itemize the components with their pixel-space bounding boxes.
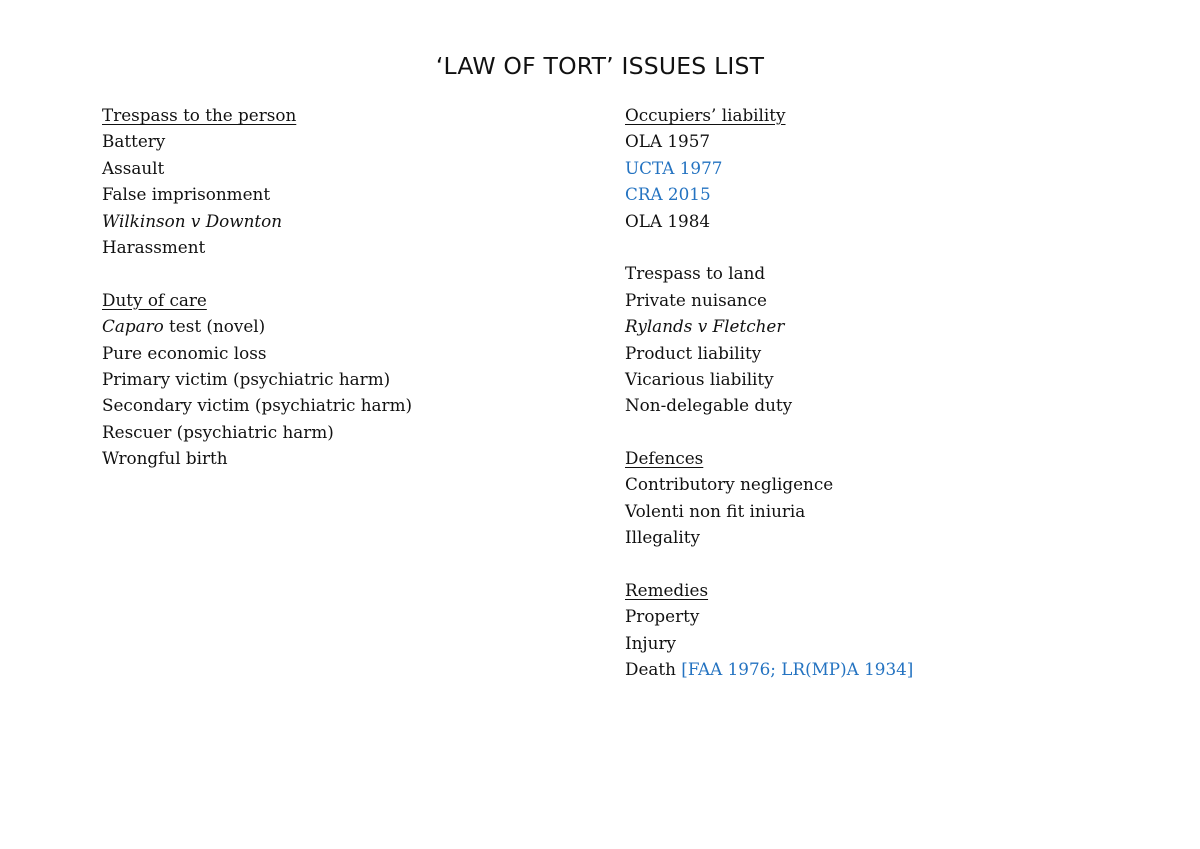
issue-injury: Injury: [625, 632, 676, 653]
issue-private-nuisance: Private nuisance: [625, 289, 767, 310]
issue-ola-1957: OLA 1957: [625, 131, 711, 152]
death-statutes: [FAA 1976; LR(MP)A 1934]: [681, 659, 914, 680]
section-heading-remedies: Remedies: [625, 580, 709, 601]
spacer: [625, 234, 913, 260]
issue-pure-economic-loss: Pure economic loss: [102, 342, 267, 363]
caparo-case-name: Caparo: [102, 316, 164, 337]
death-label: Death: [625, 659, 676, 680]
issue-volenti: Volenti non fit iniuria: [625, 500, 806, 521]
section-heading-trespass-to-person: Trespass to the person: [102, 105, 297, 125]
issue-illegality: Illegality: [625, 527, 700, 548]
issue-ola-1984: OLA 1984: [625, 210, 711, 231]
issue-non-delegable-duty: Non-delegable duty: [625, 395, 793, 416]
issue-trespass-to-land: Trespass to land: [625, 263, 766, 284]
issue-false-imprisonment: False imprisonment: [102, 184, 271, 205]
left-column: [102, 102, 412, 471]
issue-primary-victim: Primary victim (psychiatric harm): [102, 368, 391, 389]
issue-rylands-v-fletcher: Rylands v Fletcher: [625, 316, 785, 337]
issue-cra-2015: CRA 2015: [625, 184, 711, 205]
issue-property: Property: [625, 606, 700, 627]
issue-secondary-victim: Secondary victim (psychiatric harm): [102, 395, 413, 416]
right-column: [625, 102, 913, 683]
issue-death: [625, 656, 913, 682]
spacer: [625, 551, 913, 577]
issue-harassment: Harassment: [102, 236, 206, 257]
issue-battery: Battery: [102, 131, 166, 152]
section-heading-defences: Defences: [625, 448, 704, 469]
issue-wilkinson-v-downton: Wilkinson v Downton: [102, 210, 283, 231]
issue-contributory-negligence: Contributory negligence: [625, 474, 834, 495]
spacer: [102, 260, 412, 286]
issue-wrongful-birth: Wrongful birth: [102, 448, 228, 469]
document-title: ‘LAW OF TORT’ ISSUES LIST: [435, 52, 765, 80]
section-heading-occupiers-liability: Occupiers’ liability: [625, 105, 786, 125]
issue-ucta-1977: UCTA 1977: [625, 157, 723, 178]
issue-vicarious-liability: Vicarious liability: [625, 368, 774, 389]
section-heading-duty-of-care: Duty of care: [102, 289, 207, 310]
spacer: [625, 419, 913, 445]
caparo-test-label: test (novel): [163, 316, 266, 337]
issue-rescuer: Rescuer (psychiatric harm): [102, 421, 334, 442]
issue-assault: Assault: [102, 157, 165, 178]
issue-product-liability: Product liability: [625, 342, 762, 363]
issue-caparo-test: [102, 313, 412, 339]
